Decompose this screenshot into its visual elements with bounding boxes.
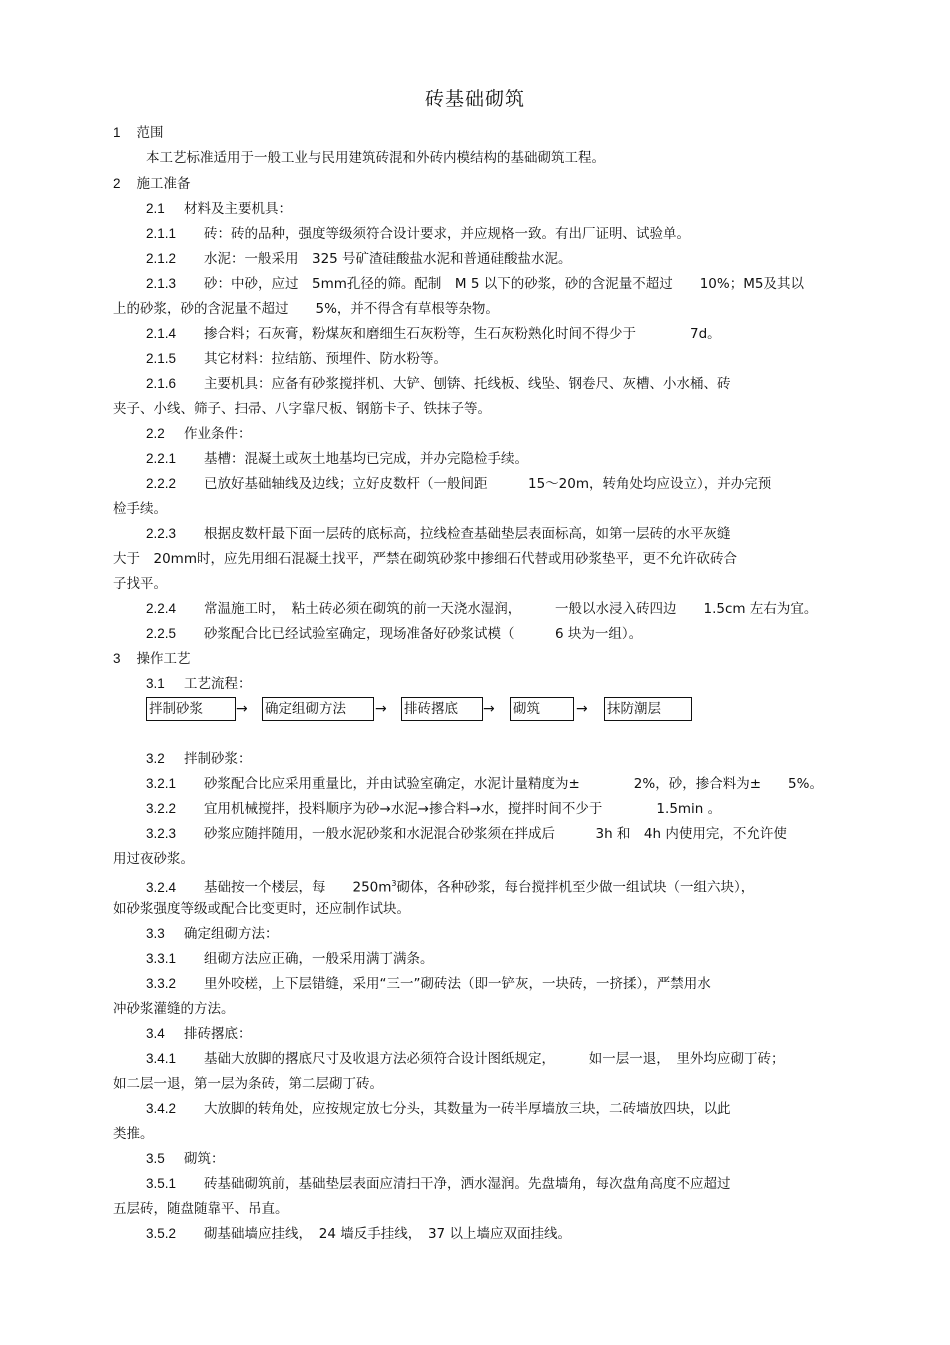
section-title: 砌筑：	[184, 1151, 225, 1167]
section-title: 材料及主要机具：	[184, 201, 292, 217]
subsection-heading-3-2	[146, 750, 252, 768]
clause-2-1-3	[146, 275, 804, 293]
clause-2-2-1	[146, 450, 528, 468]
clause-text: 砖基础砌筑前，基础垫层表面应清扫干净，洒水湿润。先盘墙角，每次盘角高度不应超过	[204, 1176, 731, 1192]
clause-text: 砌体，各种砂浆，每台搅拌机至少做一组试块（一组六块），	[396, 879, 755, 896]
clause-number: 3.2.2	[146, 801, 177, 816]
section-title: 范围	[136, 125, 164, 141]
clause-text: 已放好基础轴线及边线；立好皮数杆（一般间距 15～20m，转角处均应设立），并办完预	[204, 476, 772, 492]
arrow-icon: →	[576, 701, 588, 717]
clause-2-1-1	[146, 225, 690, 243]
clause-number: 3.4.2	[146, 1101, 177, 1116]
clause-text: 常温施工时， 粘土砖必须在砌筑的前一天浇水湿润， 一般以水浸入砖四边 1.5cm 左右为宜。	[204, 601, 818, 617]
clause-3-2-3	[146, 825, 787, 843]
clause-continuation: 冲砂浆灌缝的方法。	[113, 1001, 235, 1017]
clause-text: 大放脚的转角处，应按规定放七分头，其数量为一砖半厚墙放三块，二砖墙放四块，以此	[204, 1101, 731, 1117]
clause-number: 2.1.4	[146, 326, 177, 341]
arrow-icon: →	[375, 701, 387, 717]
clause-number: 3.5.1	[146, 1176, 177, 1191]
clause-text: 里外咬槎，上下层错缝，采用“三一”砌砖法（即一铲灰，一块砖，一挤揉），严禁用水	[204, 976, 711, 992]
flow-step-lay-bottom-bricks: 排砖撂底	[401, 697, 483, 721]
clause-number: 3.2.4	[146, 879, 177, 895]
arrow-icon: →	[483, 701, 495, 717]
clause-number: 2.2.2	[146, 476, 177, 491]
clause-2-2-4	[146, 600, 817, 618]
clause-continuation: 夹子、小线、筛子、扫帚、八字靠尺板、钢筋卡子、铁抹子等。	[113, 401, 491, 417]
subsection-heading-2-2	[146, 425, 252, 443]
clause-continuation: 类推。	[113, 1126, 154, 1142]
section-heading-1	[113, 124, 164, 142]
clause-number: 3.3.1	[146, 951, 177, 966]
flow-step-laying: 砌筑	[510, 697, 574, 721]
clause-text: 基槽：混凝土或灰土地基均已完成，并办完隐检手续。	[204, 451, 528, 467]
section-number: 2	[113, 176, 121, 191]
arrow-icon: →	[236, 701, 248, 717]
clause-text: 基础大放脚的撂底尺寸及收退方法必须符合设计图纸规定， 如一层一退， 里外均应砌丁砖；	[204, 1051, 785, 1067]
clause-text: 根据皮数杆最下面一层砖的底标高，拉线检查基础垫层表面标高，如第一层砖的水平灰缝	[204, 526, 731, 542]
clause-continuation: 用过夜砂浆。	[113, 851, 194, 867]
clause-number: 2.2.3	[146, 526, 177, 541]
clause-continuation: 检手续。	[113, 501, 167, 517]
clause-continuation: 如二层一退，第一层为条砖，第二层砌丁砖。	[113, 1076, 383, 1092]
clause-number: 2.1.6	[146, 376, 177, 391]
section-number: 2.1	[146, 201, 165, 216]
clause-number: 3.4.1	[146, 1051, 177, 1066]
section-number: 3.3	[146, 926, 165, 941]
section-number: 3.1	[146, 676, 165, 691]
clause-number: 2.1.1	[146, 226, 177, 241]
subsection-heading-3-1	[146, 675, 252, 693]
clause-3-2-4	[146, 875, 754, 897]
page-title: 砖基础砌筑	[424, 88, 525, 110]
clause-number: 2.2.5	[146, 626, 177, 641]
clause-text: 砂浆应随拌随用，一般水泥砂浆和水泥混合砂浆须在拌成后 3h 和 4h 内使用完，不允许使	[204, 826, 787, 842]
clause-number: 2.2.1	[146, 451, 177, 466]
section-number: 3	[113, 651, 121, 666]
clause-text: 砖：砖的品种，强度等级须符合设计要求，并应规格一致。有出厂证明、试验单。	[204, 226, 690, 242]
clause-2-1-4	[146, 325, 721, 343]
superscript: 3	[391, 879, 397, 888]
subsection-heading-3-5	[146, 1150, 225, 1168]
subsection-heading-3-4	[146, 1025, 252, 1043]
clause-text: 主要机具：应备有砂浆搅拌机、大铲、刨锛、托线板、线坠、钢卷尺、灰槽、小水桶、砖	[204, 376, 731, 392]
clause-number: 2.1.2	[146, 251, 177, 266]
section-title: 拌制砂浆：	[184, 751, 252, 767]
section-heading-2	[113, 175, 191, 193]
flow-step-masonry-method: 确定组砌方法	[262, 697, 374, 721]
clause-number: 2.1.3	[146, 276, 177, 291]
section-title: 确定组砌方法：	[184, 926, 279, 942]
clause-text: 掺合料；石灰膏，粉煤灰和磨细生石灰粉等，生石灰粉熟化时间不得少于 7d。	[204, 326, 721, 342]
clause-text: 宜用机械搅拌，投料顺序为砂→水泥→掺合料→水，搅拌时间不少于 1.5min 。	[204, 801, 722, 817]
clause-continuation: 如砂浆强度等级或配合比变更时，还应制作试块。	[113, 901, 410, 917]
clause-3-2-2	[146, 800, 721, 818]
clause-3-4-2	[146, 1100, 731, 1118]
section-title: 工艺流程：	[184, 676, 252, 692]
clause-number: 3.3.2	[146, 976, 177, 991]
section-title: 作业条件：	[184, 426, 252, 442]
clause-text: 砂浆配合比已经试验室确定，现场准备好砂浆试模（ 6 块为一组）。	[204, 626, 643, 642]
clause-text: 基础按一个楼层，每 250m	[204, 879, 392, 896]
section-title: 排砖撂底：	[184, 1026, 252, 1042]
clause-2-2-3	[146, 525, 731, 543]
clause-text: 水泥：一般采用 325 号矿渣硅酸盐水泥和普通硅酸盐水泥。	[204, 251, 572, 267]
clause-number: 2.1.5	[146, 351, 177, 366]
clause-continuation: 大于 20mm时，应先用细石混凝土找平，严禁在砌筑砂浆中掺细石代替或用砂浆垫平，更不允许砍砖合	[113, 551, 737, 567]
clause-3-3-2	[146, 975, 711, 993]
clause-2-1-5	[146, 350, 447, 368]
clause-continuation: 上的砂浆，砂的含泥量不超过 5%，并不得含有草根等杂物。	[113, 301, 499, 317]
paragraph: 本工艺标准适用于一般工业与民用建筑砖混和外砖内模结构的基础砌筑工程。	[146, 150, 605, 166]
section-number: 3.2	[146, 751, 165, 766]
clause-3-5-1	[146, 1175, 731, 1193]
clause-3-3-1	[146, 950, 434, 968]
clause-text: 砂浆配合比应采用重量比，并由试验室确定，水泥计量精度为± 2%，砂，掺合料为± 5%。	[204, 776, 823, 792]
clause-continuation: 五层砖，随盘随靠平、吊直。	[113, 1201, 289, 1217]
clause-number: 2.2.4	[146, 601, 177, 616]
clause-3-4-1	[146, 1050, 785, 1068]
clause-text: 砌基础墙应挂线， 24 墙反手挂线， 37 以上墙应双面挂线。	[204, 1226, 571, 1242]
clause-text: 组砌方法应正确，一般采用满丁满条。	[204, 951, 434, 967]
clause-text: 其它材料：拉结筋、预埋件、防水粉等。	[204, 351, 447, 367]
section-number: 3.5	[146, 1151, 165, 1166]
clause-2-2-2	[146, 475, 771, 493]
section-number: 3.4	[146, 1026, 165, 1041]
subsection-heading-3-3	[146, 925, 279, 943]
clause-text: 砂：中砂，应过 5mm孔径的筛。配制 M 5 以下的砂浆，砂的含泥量不超过 10%；M5及其以	[204, 276, 804, 292]
flow-step-damp-proof-layer: 抹防潮层	[604, 697, 692, 721]
section-title: 施工准备	[136, 176, 191, 192]
subsection-heading-2-1	[146, 200, 292, 218]
clause-number: 3.5.2	[146, 1226, 177, 1241]
clause-3-2-1	[146, 775, 823, 793]
clause-3-5-2	[146, 1225, 571, 1243]
clause-continuation: 子找平。	[113, 576, 167, 592]
clause-2-2-5	[146, 625, 642, 643]
clause-2-1-6	[146, 375, 731, 393]
section-number: 2.2	[146, 426, 165, 441]
clause-number: 3.2.1	[146, 776, 177, 791]
section-heading-3	[113, 650, 191, 668]
section-number: 1	[113, 125, 121, 140]
clause-2-1-2	[146, 250, 572, 268]
section-title: 操作工艺	[136, 651, 191, 667]
flow-step-mix-mortar: 拌制砂浆	[146, 697, 236, 721]
clause-number: 3.2.3	[146, 826, 177, 841]
